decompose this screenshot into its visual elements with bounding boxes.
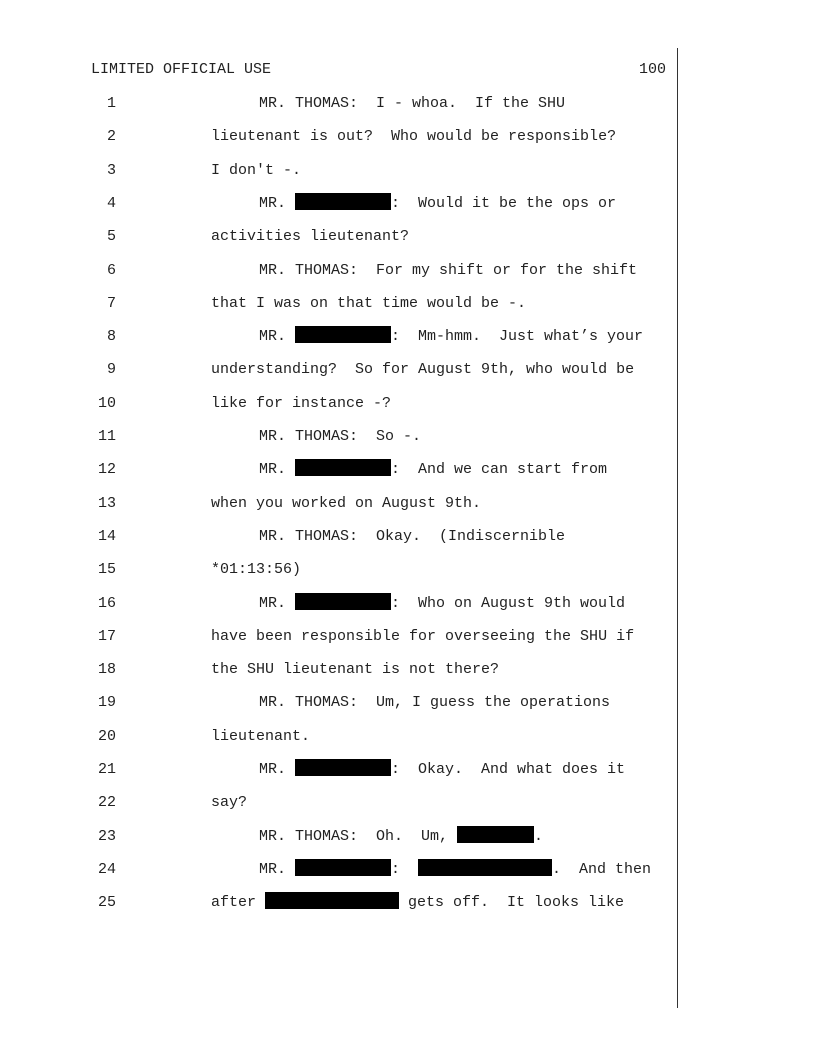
line-text: [211, 792, 247, 814]
redaction-block: [295, 759, 391, 776]
transcript-line: [0, 826, 816, 850]
line-text: [211, 493, 481, 515]
redaction-block: [265, 892, 399, 909]
line-text: [259, 859, 651, 881]
line-text-segment: MR. THOMAS: Okay. (Indiscernible: [259, 527, 566, 545]
line-text-segment: when you worked on August 9th.: [211, 494, 482, 512]
line-text: [259, 260, 637, 282]
redaction-block: [295, 593, 391, 610]
line-text: [211, 726, 310, 748]
line-text-segment: lieutenant.: [211, 727, 311, 745]
line-text: [211, 626, 634, 648]
line-text-segment: MR. THOMAS: Oh. Um,: [259, 827, 458, 845]
redaction-block: [295, 193, 391, 210]
line-number: 15: [97, 561, 116, 579]
line-text-segment: : And we can start from: [391, 461, 608, 479]
line-number: 4: [106, 194, 116, 212]
line-text: [211, 226, 409, 248]
line-text-segment: activities lieutenant?: [211, 228, 410, 246]
transcript-line: [0, 459, 816, 483]
line-text-segment: : Okay. And what does it: [391, 761, 626, 778]
line-text-segment: :: [391, 860, 419, 878]
line-text-segment: MR.: [259, 194, 296, 212]
transcript-line: [0, 626, 816, 650]
line-number: 5: [106, 228, 116, 246]
line-text-segment: I don't -.: [211, 161, 302, 179]
line-text-segment: gets off. It looks like: [399, 894, 625, 912]
line-text-segment: like for instance -?: [211, 394, 392, 412]
line-text-segment: have been responsible for overseeing the SHU if: [211, 627, 635, 645]
line-number: 7: [106, 294, 116, 312]
transcript-line: [0, 293, 816, 317]
line-number: 14: [97, 527, 116, 545]
line-number: 22: [97, 794, 116, 812]
line-text: [259, 459, 607, 481]
line-text: [211, 393, 391, 415]
line-number: 8: [106, 328, 116, 346]
line-text-segment: MR.: [259, 594, 296, 612]
redaction-block: [457, 826, 534, 843]
line-text: [259, 692, 610, 714]
transcript-line: [0, 226, 816, 250]
transcript-line: [0, 792, 816, 816]
transcript-line: [0, 193, 816, 217]
transcript-line: [0, 559, 816, 583]
line-number: 12: [97, 461, 116, 479]
line-text-segment: . And then: [552, 860, 652, 878]
line-text: [211, 892, 624, 914]
line-text-segment: understanding? So for August 9th, who would be: [211, 361, 635, 379]
line-text: [259, 426, 421, 448]
line-number: 25: [97, 894, 116, 912]
redaction-block: [295, 859, 391, 876]
line-text: [259, 826, 543, 848]
line-number: 6: [106, 261, 116, 279]
line-text-segment: MR.: [259, 761, 296, 778]
line-text: [211, 359, 634, 381]
line-number: 3: [106, 161, 116, 179]
line-number: 2: [106, 128, 116, 146]
line-number: 21: [97, 761, 116, 778]
transcript-line: [0, 659, 816, 683]
transcript-line: [0, 93, 816, 117]
line-number: 18: [97, 661, 116, 679]
transcript-line: [0, 726, 816, 750]
line-number: 17: [97, 627, 116, 645]
line-text-segment: say?: [211, 794, 248, 812]
transcript-line: [0, 859, 816, 883]
transcript-line: [0, 526, 816, 550]
transcript-line: [0, 593, 816, 617]
transcript-line: [0, 393, 816, 417]
line-text-segment: MR.: [259, 461, 296, 479]
line-text-segment: MR. THOMAS: I - whoa. If the SHU: [259, 95, 566, 112]
transcript-line: [0, 892, 816, 916]
line-number: 24: [97, 860, 116, 878]
redaction-block: [418, 859, 552, 876]
line-number: 11: [97, 428, 116, 445]
line-text: [211, 293, 526, 315]
line-text-segment: that I was on that time would be -.: [211, 294, 527, 312]
page-number: 100: [638, 61, 666, 78]
line-text: [259, 193, 616, 215]
transcript-line: [0, 692, 816, 716]
transcript-line: [0, 126, 816, 150]
line-text-segment: *01:13:56): [211, 561, 302, 579]
line-text-segment: lieutenant is out? Who would be responsible?: [211, 128, 617, 146]
line-text-segment: : Would it be the ops or: [391, 194, 617, 212]
line-text: [211, 160, 301, 182]
line-text-segment: MR. THOMAS: Um, I guess the operations: [259, 694, 611, 712]
line-text-segment: : Mm-hmm. Just what’s your: [391, 328, 644, 346]
line-number: 20: [97, 727, 116, 745]
line-text-segment: the SHU lieutenant is not there?: [211, 661, 500, 679]
line-text-segment: MR. THOMAS: For my shift or for the shift: [259, 261, 638, 279]
line-text: [259, 526, 565, 548]
line-text-segment: MR. THOMAS: So -.: [259, 428, 422, 445]
redaction-block: [295, 459, 391, 476]
line-text: [211, 659, 499, 681]
transcript-line: [0, 260, 816, 284]
line-number: 10: [97, 394, 116, 412]
line-text: [259, 326, 643, 348]
line-text-segment: after: [211, 894, 266, 912]
line-number: 1: [106, 95, 116, 112]
line-text: [211, 559, 301, 581]
line-number: 23: [97, 827, 116, 845]
line-text-segment: MR.: [259, 860, 296, 878]
line-number: 19: [97, 694, 116, 712]
transcript-line: [0, 426, 816, 450]
transcript-line: [0, 160, 816, 184]
line-text-segment: .: [534, 827, 544, 845]
line-text: [259, 93, 565, 115]
transcript-line: [0, 326, 816, 350]
line-number: 16: [97, 594, 116, 612]
line-text: [259, 759, 625, 781]
line-number: 13: [97, 494, 116, 512]
transcript-line: [0, 759, 816, 783]
line-text-segment: MR.: [259, 328, 296, 346]
redaction-block: [295, 326, 391, 343]
page-header-title: LIMITED OFFICIAL USE: [91, 61, 272, 78]
line-number: 9: [106, 361, 116, 379]
transcript-line: [0, 493, 816, 517]
line-text: [259, 593, 625, 615]
transcript-line: [0, 359, 816, 383]
line-text: [211, 126, 616, 148]
line-text-segment: : Who on August 9th would: [391, 594, 626, 612]
